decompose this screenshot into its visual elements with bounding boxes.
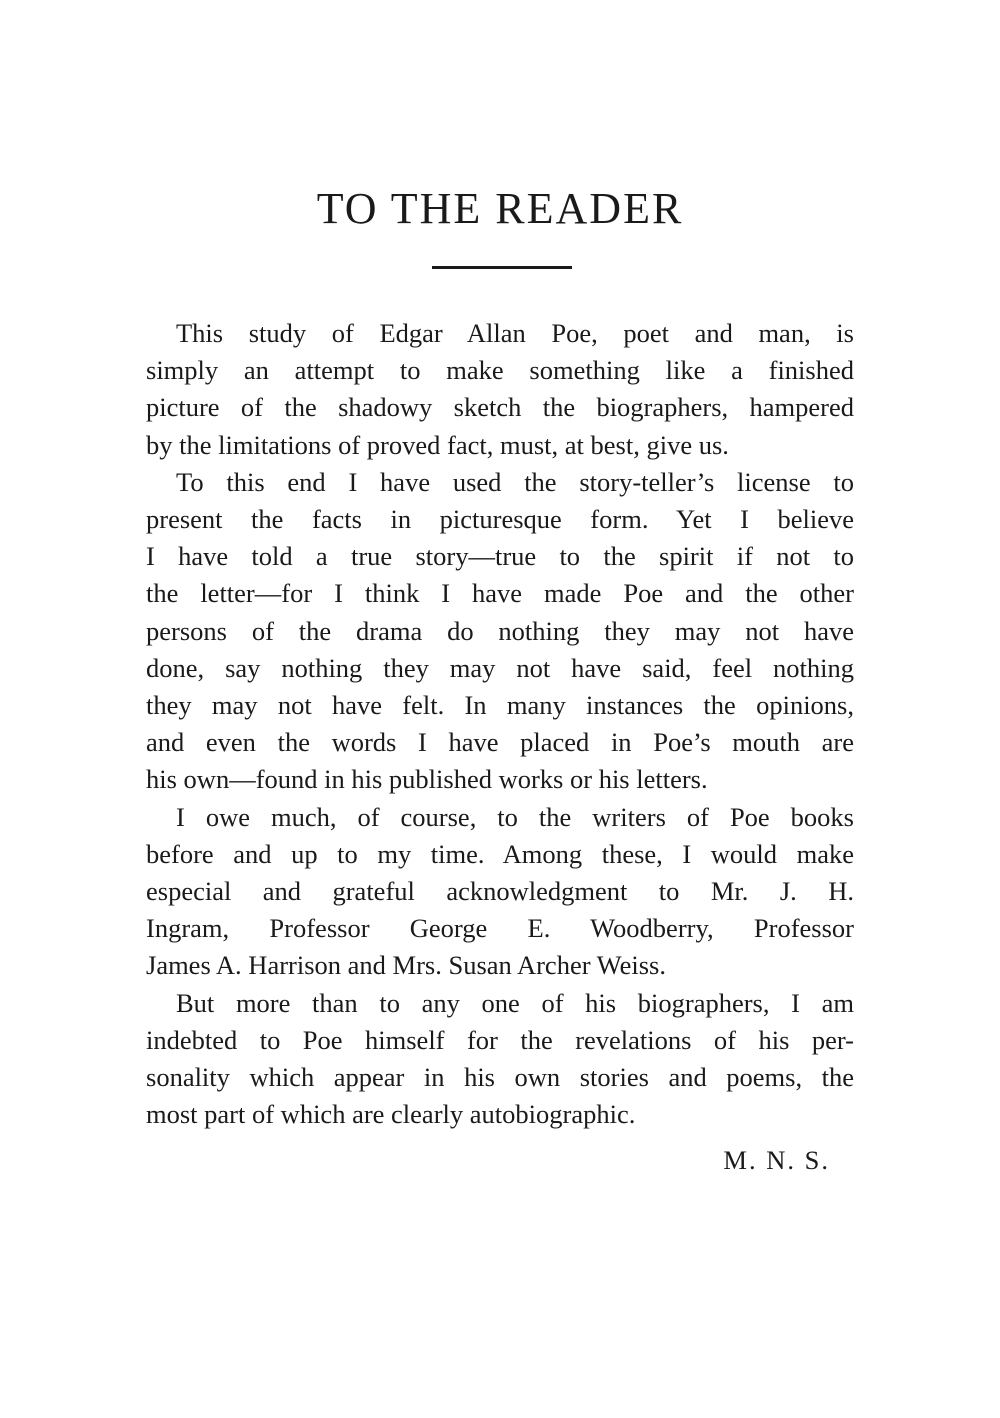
text-line: most part of which are clearly autobiographic. <box>146 1099 636 1130</box>
text-line: they may not have felt. In many instances the opinions, <box>146 690 854 721</box>
author-initials: M. N. S. <box>723 1145 830 1175</box>
paragraph-1 <box>146 315 854 464</box>
text-line: by the limitations of proved fact, must, at best, give us. <box>146 429 729 460</box>
text-line: James A. Harrison and Mrs. Susan Archer Weiss. <box>146 950 666 981</box>
text-line: and even the words I have placed in Poe’s mouth are <box>146 727 854 758</box>
text-line: I owe much, of course, to the writers of Poe books <box>176 801 854 832</box>
page-title: TO THE READER <box>316 184 684 233</box>
text-line: This study of Edgar Allan Poe, poet and man, is <box>176 318 854 348</box>
text-line: Ingram, Professor George E. Woodberry, Professor <box>146 913 854 944</box>
preface-text <box>146 315 854 1133</box>
text-line: simply an attempt to make something like a finished <box>146 355 854 386</box>
text-line: especial and grateful acknowledgment to Mr. J. H. <box>146 876 854 907</box>
text-line: the letter—for I think I have made Poe and the other <box>146 578 854 609</box>
text-line: his own—found in his published works or his letters. <box>146 764 708 795</box>
text-line: To this end I have used the story-teller’s license to <box>176 466 854 497</box>
title-rule <box>432 266 572 269</box>
text-line: sonality which appear in his own stories and poems, the <box>146 1062 854 1093</box>
text-line: But more than to any one of his biographers, I am <box>176 987 854 1018</box>
paragraph-2 <box>146 464 854 799</box>
paragraph-3 <box>146 799 854 985</box>
text-line: I have told a true story—true to the spirit if not to <box>146 541 854 572</box>
text-line: picture of the shadowy sketch the biographers, hampered <box>146 392 854 423</box>
text-line: present the facts in picturesque form. Yet I believe <box>146 504 854 535</box>
paragraph-4 <box>146 985 854 1134</box>
text-line: done, say nothing they may not have said, feel nothing <box>146 652 854 683</box>
text-line: before and up to my time. Among these, I would make <box>146 838 854 869</box>
text-line: persons of the drama do nothing they may not have <box>146 615 854 646</box>
text-line: indebted to Poe himself for the revelations of his per- <box>146 1024 854 1055</box>
